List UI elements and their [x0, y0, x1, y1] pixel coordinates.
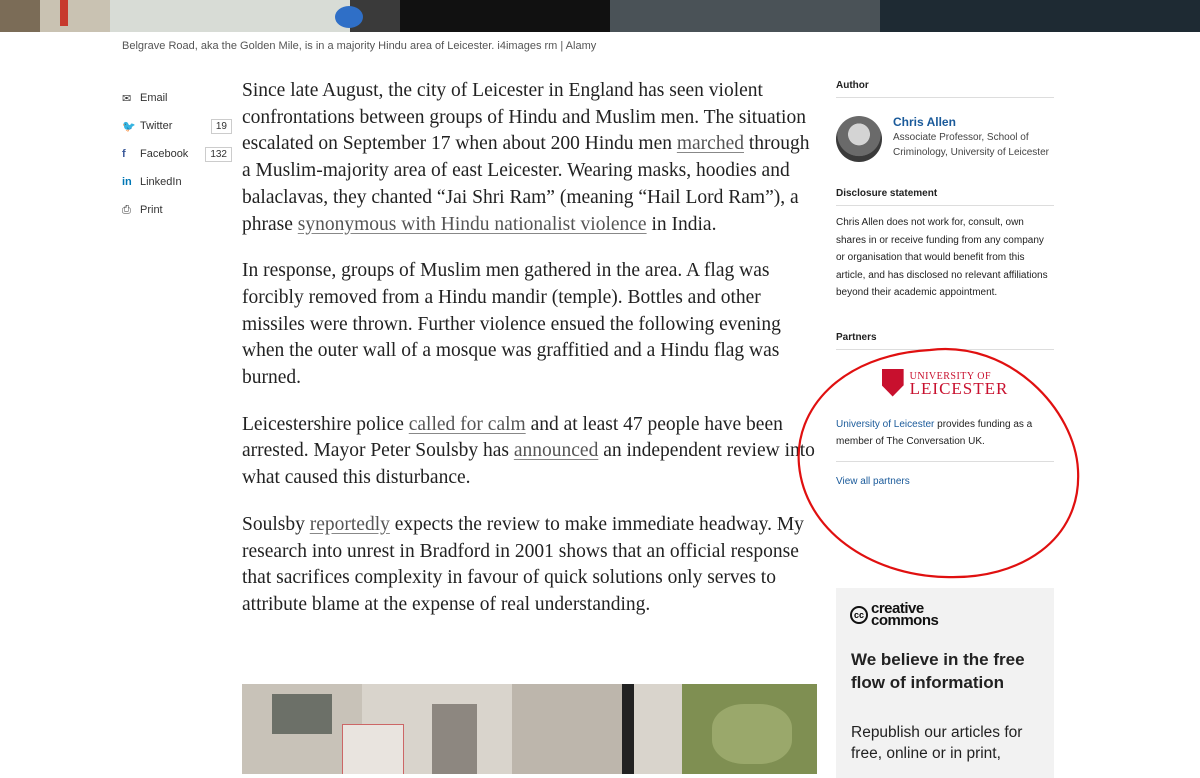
link-called-for-calm[interactable]: called for calm	[408, 413, 526, 435]
link-announced[interactable]: announced	[513, 440, 599, 462]
linkedin-icon: in	[122, 176, 132, 188]
paragraph-1: Since late August, the city of Leicester in England has seen violent confrontations between groups of Hindu and Muslim men. The situation escalated on September 17 when about 200 Hindu men marched through a Muslim-majority area of east Leicester. Wearing masks, hoodies and balaclavas, they chanted “Jai Shri Ram” (meaning “Hail Lord Ram”), a phrase synonymous with Hindu nationalist violence in India.	[242, 80, 810, 235]
image-caption: Belgrave Road, aka the Golden Mile, is in a majority Hindu area of Leicester. i4images rm | Alamy	[122, 40, 597, 52]
creative-commons-logo: cc creative commons	[850, 603, 938, 627]
disclosure-heading: Disclosure statement	[836, 188, 1054, 206]
view-all-partners-link[interactable]: View all partners	[836, 475, 910, 487]
paragraph-3: Leicestershire police called for calm and at least 47 people have been arrested. Mayor Peter Soulsby has announced an independent review into what caused this disturbance.	[242, 413, 815, 489]
author-role: Associate Professor, School of Criminology, University of Leicester	[893, 132, 1049, 158]
twitter-icon: 🐦	[122, 120, 136, 133]
partner-link[interactable]: University of Leicester	[836, 418, 935, 430]
partners-heading: Partners	[836, 332, 1054, 350]
paragraph-2: In response, groups of Muslim men gathered in the area. A flag was forcibly removed from a Hindu mandir (temple). Bottles and other missiles were thrown. Further violence ensued the following evening when the outer wall of a mosque was graffitied and a Hindu flag was burned.	[242, 260, 781, 389]
cc-icon: cc	[850, 606, 868, 624]
twitter-count: 19	[211, 119, 232, 134]
university-of-leicester-logo[interactable]: UNIVERSITY OF LEICESTER	[836, 368, 1054, 398]
link-synonymous[interactable]: synonymous with Hindu nationalist violence	[297, 213, 647, 235]
share-twitter[interactable]: 🐦 Twitter 19	[122, 112, 232, 140]
facebook-icon: f	[122, 148, 126, 160]
share-linkedin[interactable]: in LinkedIn	[122, 176, 182, 188]
share-print[interactable]: ⎙ Print	[122, 203, 163, 216]
share-facebook[interactable]: f Facebook 132	[122, 140, 232, 168]
cc-text: Republish our articles for free, online or in print,	[851, 724, 1023, 762]
cc-heading: We believe in the free flow of information	[851, 650, 1025, 692]
disclosure-text: Chris Allen does not work for, consult, own shares in or receive funding from any company or organisation that would benefit from this article, and has disclosed no relevant affiliations beyond their academic appointment.	[836, 217, 1048, 298]
print-icon: ⎙	[122, 203, 131, 216]
author-heading: Author	[836, 80, 1054, 98]
author-name-link[interactable]: Chris Allen	[893, 115, 956, 129]
share-email[interactable]: ✉ Email	[122, 92, 168, 105]
paragraph-4: Soulsby reportedly expects the review to make immediate headway. My research into unrest in Bradford in 2001 shows that an official response that sacrifices complexity in favour of quick solutions only serves to attribute blame at the expense of real understanding.	[242, 513, 804, 615]
link-marched[interactable]: marched	[676, 133, 744, 155]
link-reportedly[interactable]: reportedly	[309, 513, 390, 535]
email-icon: ✉	[122, 92, 132, 105]
partner-description: University of Leicester provides funding as a member of The Conversation UK.	[836, 416, 1054, 462]
facebook-count: 132	[205, 147, 232, 162]
